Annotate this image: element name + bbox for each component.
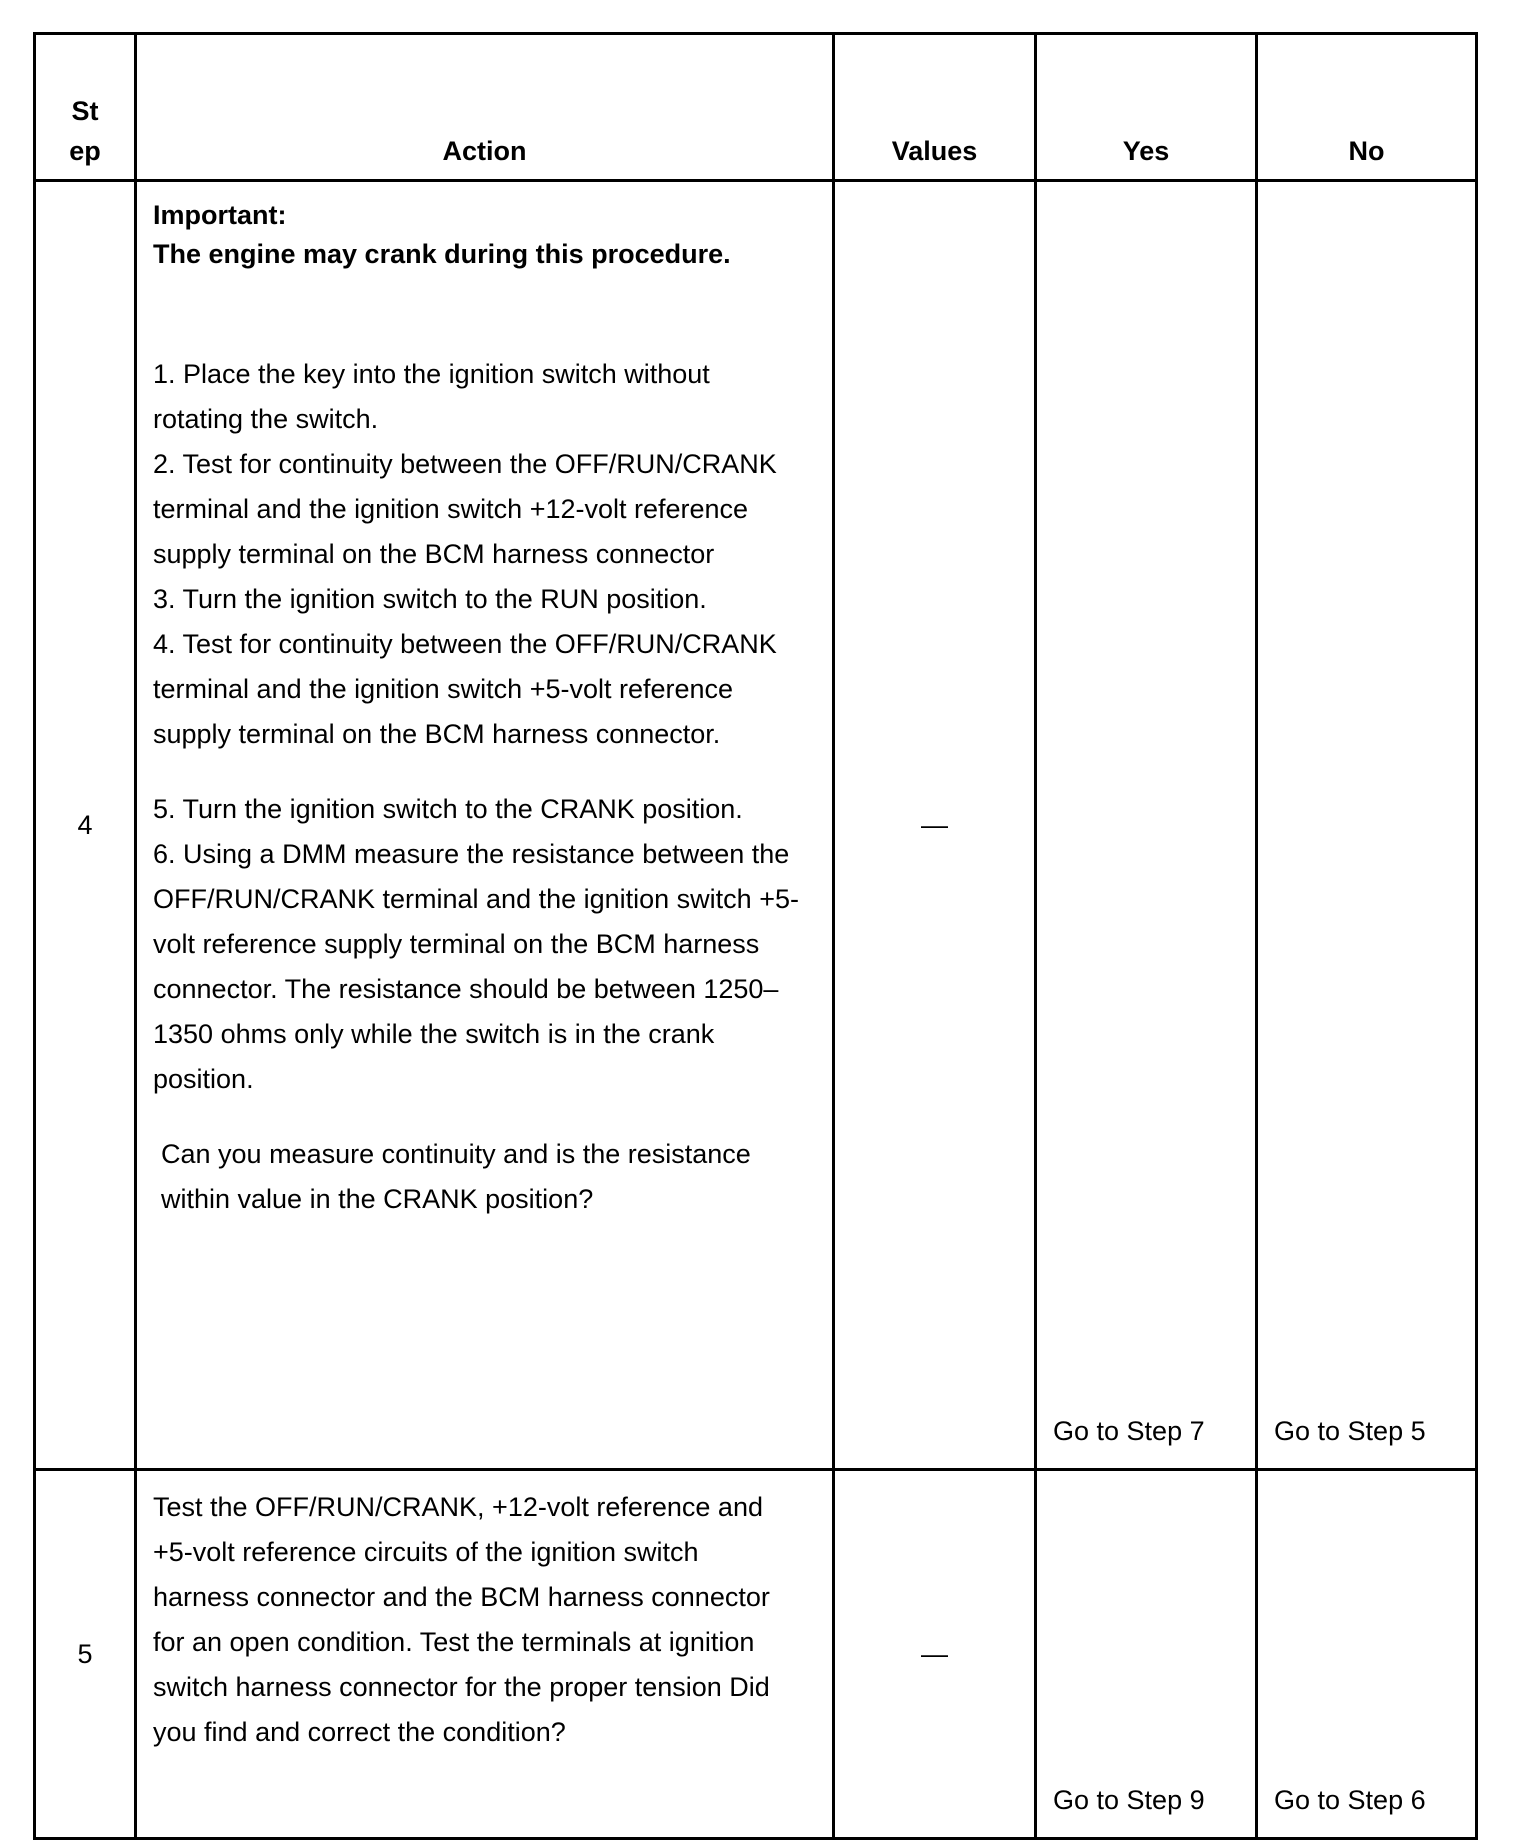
values-cell: —: [834, 1470, 1036, 1839]
important-label: Important:: [153, 200, 287, 230]
header-row: [35, 34, 1477, 181]
question-text: Can you measure continuity and is the resistance within value in the CRANK position?: [161, 1139, 751, 1214]
step-number: 5: [35, 1470, 136, 1839]
important-text: The engine may crank during this procedure.: [153, 239, 731, 269]
no-cell: Go to Step 5: [1257, 181, 1477, 1470]
important-note: [153, 196, 802, 274]
instruction-item: 4. Test for continuity between the OFF/RUN/CRANK terminal and the ignition switch +5-volt reference supply terminal on the BCM harness connector.: [153, 629, 777, 749]
yes-cell: Go to Step 9: [1036, 1470, 1257, 1839]
instruction-item: 2. Test for continuity between the OFF/RUN/CRANK terminal and the ignition switch +12-volt reference supply terminal on the BCM harness connector: [153, 449, 777, 569]
instruction-item: 3. Turn the ignition switch to the RUN position.: [153, 584, 707, 614]
header-no: No: [1257, 34, 1477, 181]
diagnostic-table: [33, 32, 1478, 1840]
table-row-step-5: [35, 1470, 1477, 1839]
instruction-item: 5. Turn the ignition switch to the CRANK position.: [153, 794, 743, 824]
no-cell: Go to Step 6: [1257, 1470, 1477, 1839]
yes-cell: Go to Step 7: [1036, 181, 1257, 1470]
header-yes: Yes: [1036, 34, 1257, 181]
step-number: 4: [35, 181, 136, 1470]
table-row-step-4: [35, 181, 1477, 1470]
action-cell: Test the OFF/RUN/CRANK, +12-volt reference and +5-volt reference circuits of the ignition switch harness connector and the BCM harness connector for an open condition. Test the terminals at ignition switch harness connector for the proper tension Did you find and correct the condition?: [136, 1470, 834, 1839]
header-step: St ep: [35, 34, 136, 181]
instruction-item: 6. Using a DMM measure the resistance between the OFF/RUN/CRANK terminal and the ignition switch +5-volt reference supply terminal on the BCM harness connector. The resistance should be between 1250–1350 ohms only while the switch is in the crank position.: [153, 839, 799, 1094]
values-cell: —: [834, 181, 1036, 1470]
header-action: Action: [136, 34, 834, 181]
header-values: Values: [834, 34, 1036, 181]
action-cell: [136, 181, 834, 1470]
instruction-item: 1. Place the key into the ignition switch without rotating the switch.: [153, 359, 710, 434]
